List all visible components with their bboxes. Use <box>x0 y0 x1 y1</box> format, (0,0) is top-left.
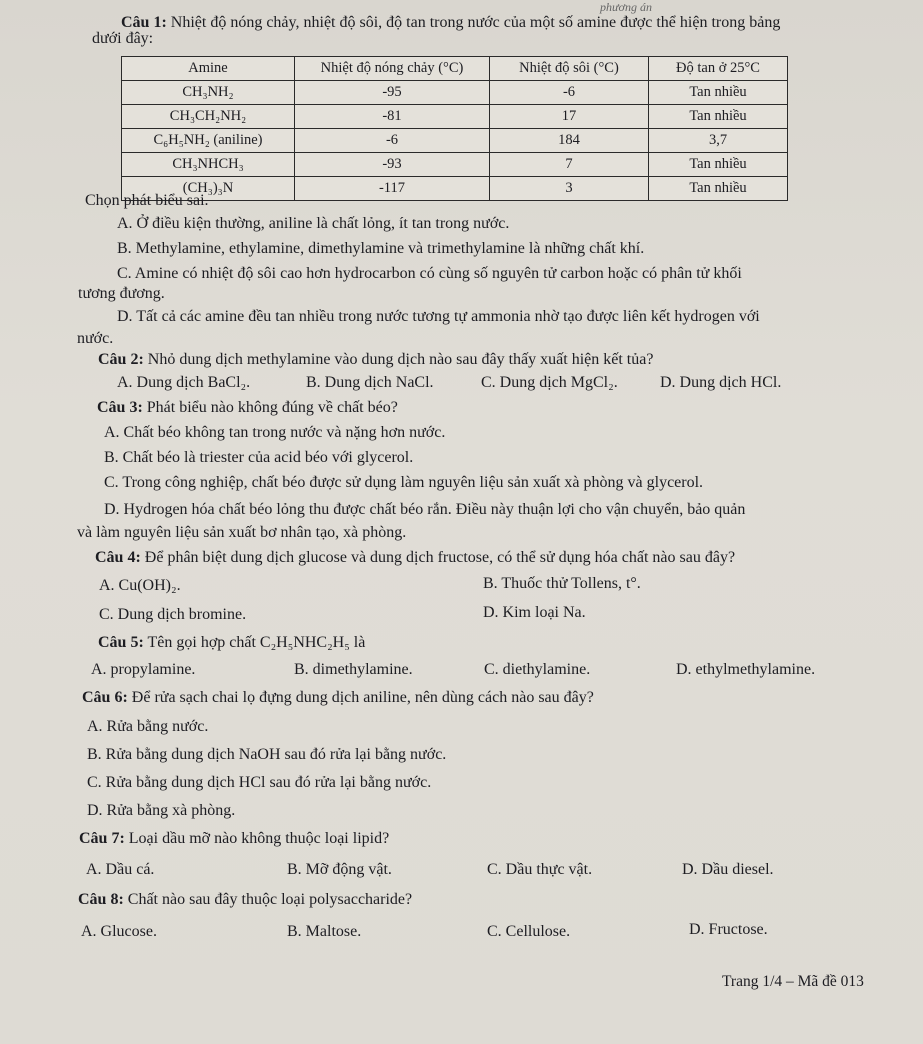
q5-text: Tên gọi hợp chất C₂H₅NHC₂H₅ là <box>147 634 366 651</box>
page-footer: Trang 1/4 – Mã đề 013 <box>722 973 864 990</box>
q1-option-d-cont: nước. <box>77 330 114 347</box>
q1-option-c: C. Amine có nhiệt độ sôi cao hơn hydrocarbon có cùng số nguyên tử carbon hoặc có phân tử khối <box>117 265 742 282</box>
table-cell: Tan nhiều <box>649 153 788 177</box>
table-cell: CH₃NH₂ <box>122 81 295 105</box>
q1-prompt: Chọn phát biểu sai. <box>85 192 209 209</box>
q6-option-d: D. Rửa bằng xà phòng. <box>87 802 236 819</box>
table-header: Amine <box>122 57 295 81</box>
q5-option-a: A. propylamine. <box>91 661 196 678</box>
q4-text: Để phân biệt dung dịch glucose và dung dịch fructose, có thể sử dụng hóa chất nào sau đây? <box>144 549 736 566</box>
q5-option-c: C. diethylamine. <box>484 661 591 678</box>
table-cell: Tan nhiều <box>649 177 788 201</box>
q6-option-a: A. Rửa bằng nước. <box>87 718 209 735</box>
q1-option-b: B. Methylamine, ethylamine, dimethylamine và trimethylamine là những chất khí. <box>117 240 645 257</box>
table-cell: 3,7 <box>649 129 788 153</box>
table-header: Nhiệt độ nóng chảy (°C) <box>295 57 490 81</box>
q7-label: Câu 7: <box>79 830 125 847</box>
q6-label: Câu 6: <box>82 689 128 706</box>
q8-label: Câu 8: <box>78 891 124 908</box>
table-cell: -6 <box>295 129 490 153</box>
q3-option-c: C. Trong công nghiệp, chất béo được sử dụng làm nguyên liệu sản xuất xà phòng và glycerol. <box>104 474 704 491</box>
q3-option-b: B. Chất béo là triester của acid béo với glycerol. <box>104 449 414 466</box>
table-cell: 184 <box>490 129 649 153</box>
q7-option-a: A. Dầu cá. <box>86 861 155 878</box>
q7-text: Loại dầu mỡ nào không thuộc loại lipid? <box>128 830 390 847</box>
table-header-row <box>122 57 788 81</box>
table-header: Nhiệt độ sôi (°C) <box>490 57 649 81</box>
q2-option-d: D. Dung dịch HCl. <box>660 374 782 391</box>
table-row <box>122 81 788 105</box>
q1-option-a: A. Ở điều kiện thường, aniline là chất lỏng, ít tan trong nước. <box>117 215 510 232</box>
q1-label: Câu 1: <box>121 14 167 31</box>
q6-option-c: C. Rửa bằng dung dịch HCl sau đó rửa lại bằng nước. <box>87 774 432 791</box>
q6-option-b: B. Rửa bằng dung dịch NaOH sau đó rửa lại bằng nước. <box>87 746 447 763</box>
q3-text: Phát biểu nào không đúng về chất béo? <box>146 399 398 416</box>
q8-option-b: B. Maltose. <box>287 923 362 940</box>
q7-option-d: D. Dầu diesel. <box>682 861 774 878</box>
q5-option-b: B. dimethylamine. <box>294 661 413 678</box>
q3-option-d: D. Hydrogen hóa chất béo lỏng thu được chất béo rắn. Điều này thuận lợi cho vận chuyển, bảo quản <box>104 501 746 518</box>
table-cell: C₆H₅NH₂ (aniline) <box>122 129 295 153</box>
q8-option-c: C. Cellulose. <box>487 923 571 940</box>
table-row <box>122 153 788 177</box>
q8-stem <box>78 891 412 909</box>
q5-option-d: D. ethylmethylamine. <box>676 661 816 678</box>
q8-option-a: A. Glucose. <box>81 923 157 940</box>
q3-stem <box>97 399 398 417</box>
q1-stem <box>121 14 780 32</box>
q4-option-b: B. Thuốc thử Tollens, t°. <box>483 575 641 592</box>
table-cell: -93 <box>295 153 490 177</box>
q4-option-d: D. Kim loại Na. <box>483 604 586 621</box>
table-cell: -117 <box>295 177 490 201</box>
q8-option-d: D. Fructose. <box>689 921 768 938</box>
table-cell: -95 <box>295 81 490 105</box>
q3-label: Câu 3: <box>97 399 143 416</box>
table-cell: -81 <box>295 105 490 129</box>
table-cell: (CH₃)₃N <box>122 177 295 201</box>
q2-stem <box>98 351 653 369</box>
table-header: Độ tan ở 25°C <box>649 57 788 81</box>
q6-text: Để rửa sạch chai lọ đựng dung dịch aniline, nên dùng cách nào sau đây? <box>131 689 594 706</box>
q2-text: Nhỏ dung dịch methylamine vào dung dịch nào sau đây thấy xuất hiện kết tủa? <box>147 351 654 368</box>
q7-option-c: C. Dầu thực vật. <box>487 861 593 878</box>
q1-option-d: D. Tất cả các amine đều tan nhiều trong nước tương tự ammonia nhờ tạo được liên kết hydrogen với <box>117 308 760 325</box>
table-cell: 7 <box>490 153 649 177</box>
q5-label: Câu 5: <box>98 634 144 651</box>
table-cell: 17 <box>490 105 649 129</box>
q2-label: Câu 2: <box>98 351 144 368</box>
q7-stem <box>79 830 389 848</box>
table-cell: Tan nhiều <box>649 81 788 105</box>
table-row <box>122 129 788 153</box>
amine-table <box>121 56 788 201</box>
q3-option-d-cont: và làm nguyên liệu sản xuất bơ nhân tạo, xà phòng. <box>77 524 407 541</box>
q4-option-c: C. Dung dịch bromine. <box>99 606 247 623</box>
q1-text-line1: Nhiệt độ nóng chảy, nhiệt độ sôi, độ tan trong nước của một số amine được thể hiện trong bảng <box>170 14 781 31</box>
q8-text: Chất nào sau đây thuộc loại polysaccharide? <box>127 891 413 908</box>
q4-label: Câu 4: <box>95 549 141 566</box>
table-cell: CH₃CH₂NH₂ <box>122 105 295 129</box>
q7-option-b: B. Mỡ động vật. <box>287 861 392 878</box>
table-row <box>122 105 788 129</box>
table-row <box>122 177 788 201</box>
q3-option-a: A. Chất béo không tan trong nước và nặng hơn nước. <box>104 424 446 441</box>
table-cell: CH₃NHCH₃ <box>122 153 295 177</box>
table-cell: Tan nhiều <box>649 105 788 129</box>
handwritten-note: phương án <box>600 0 652 14</box>
table-cell: -6 <box>490 81 649 105</box>
q1-option-c-cont: tương đương. <box>78 285 165 302</box>
q2-option-a: A. Dung dịch BaCl₂. <box>117 374 251 391</box>
q2-option-c: C. Dung dịch MgCl₂. <box>481 374 618 391</box>
q5-stem <box>98 634 365 652</box>
q4-option-a: A. Cu(OH)₂. <box>99 577 181 594</box>
table-cell: 3 <box>490 177 649 201</box>
q2-option-b: B. Dung dịch NaCl. <box>306 374 434 391</box>
q6-stem <box>82 689 594 707</box>
q1-text-line2: dưới đây: <box>92 30 154 47</box>
q4-stem <box>95 549 735 567</box>
